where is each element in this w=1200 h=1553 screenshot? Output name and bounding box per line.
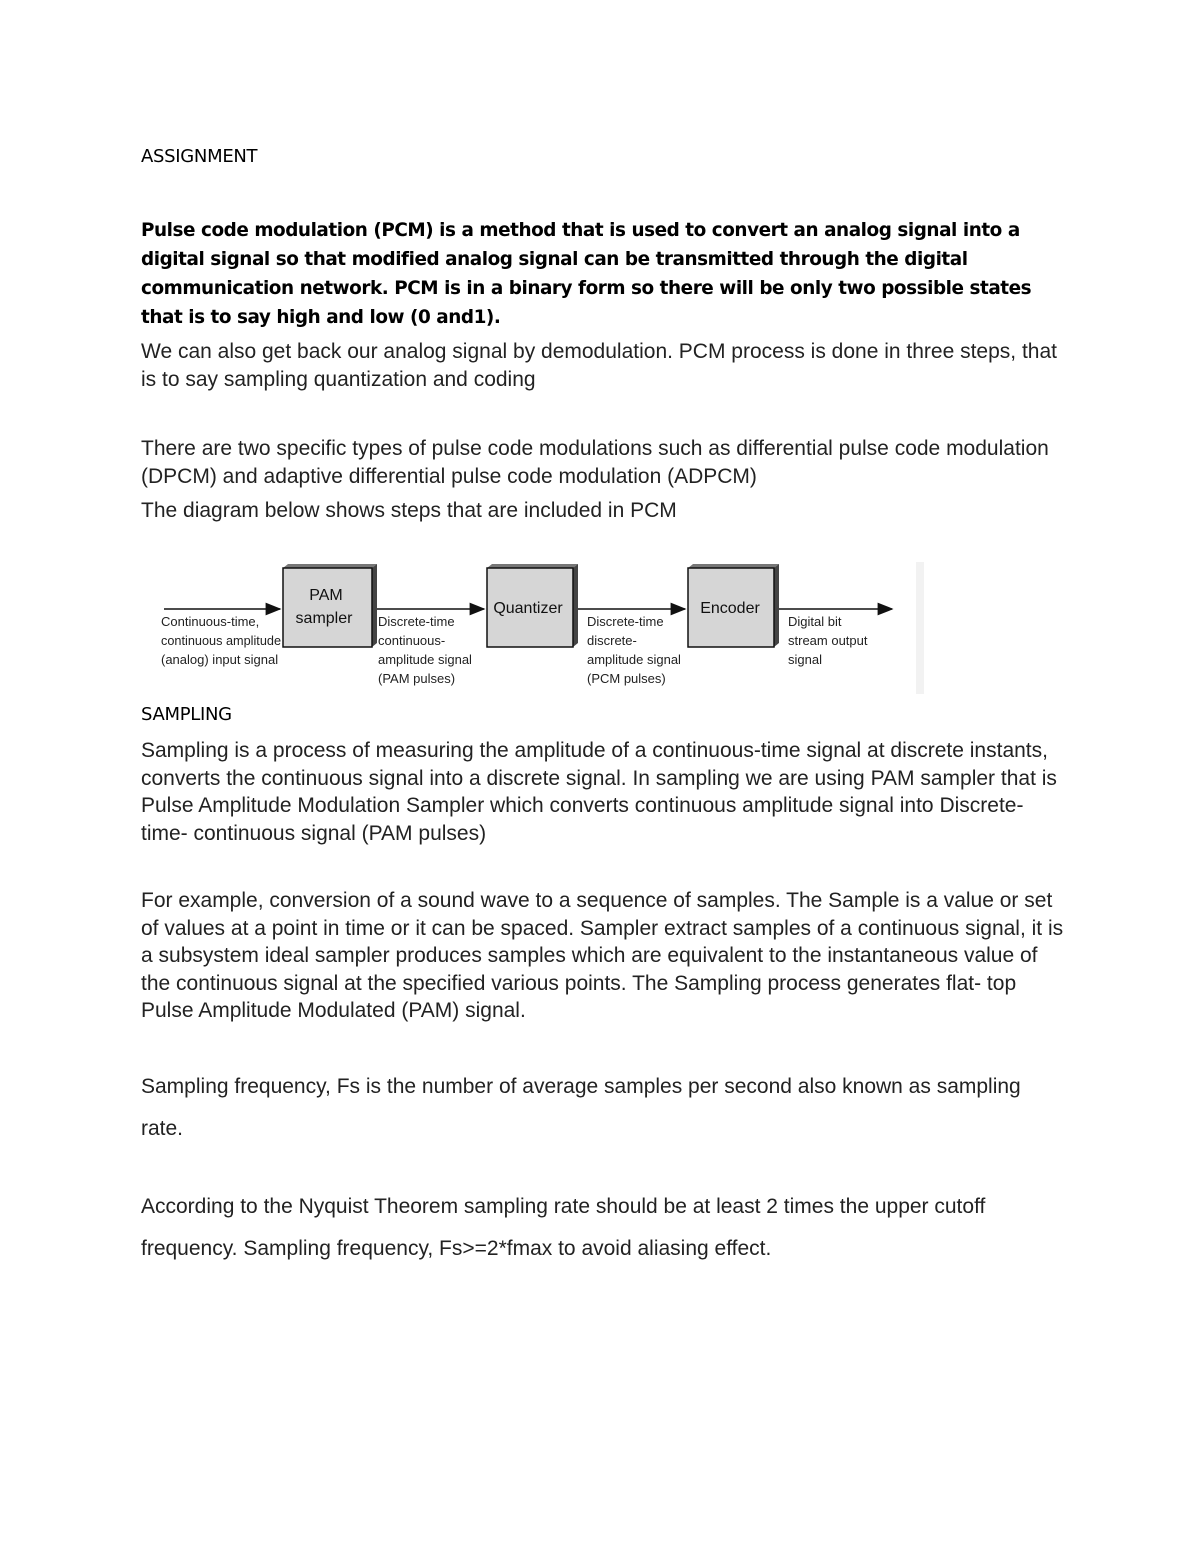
quantizer-block xyxy=(487,564,578,647)
demodulation-paragraph: We can also get back our analog signal by demodulation. PCM process is done in three steps, that is to say sampling quantization and coding xyxy=(141,340,1057,391)
nyquist-paragraph: According to the Nyquist Theorem sampling rate should be at least 2 times the upper cutoff frequency. Sampling frequency, Fs>=2*fmax to avoid aliasing effect. xyxy=(141,1195,986,1260)
svg-text:Discrete-time: Discrete-time xyxy=(587,614,664,629)
svg-text:discrete-: discrete- xyxy=(587,633,637,648)
pcm-block-diagram xyxy=(152,562,924,694)
svg-text:Continuous-time,: Continuous-time, xyxy=(161,614,260,629)
sampling-heading: SAMPLING xyxy=(141,704,232,725)
diagram-intro-paragraph: The diagram below shows steps that are included in PCM xyxy=(141,499,677,522)
svg-text:amplitude signal: amplitude signal xyxy=(378,652,472,667)
svg-text:(analog) input signal: (analog) input signal xyxy=(161,652,279,667)
svg-text:(PCM pulses): (PCM pulses) xyxy=(587,671,666,686)
pam-label: PAM xyxy=(309,587,343,604)
pcm-pulses-label xyxy=(587,614,681,686)
svg-text:stream output: stream output xyxy=(788,633,868,648)
encoder-label: Encoder xyxy=(700,600,760,617)
intro-paragraph: Pulse code modulation (PCM) is a method that is used to convert an analog signal into a digital signal so that modified analog signal can be transmitted through the digital communication network. PCM is in a binary form so there will be only two possible states that is to say high and low (0 and1). xyxy=(141,220,1032,328)
svg-text:Discrete-time: Discrete-time xyxy=(378,614,455,629)
sampler-label: sampler xyxy=(295,610,353,627)
quantizer-label: Quantizer xyxy=(493,600,563,617)
sampling-example-paragraph: For example, conversion of a sound wave to a sequence of samples. The Sample is a value or set of values at a point in time or it can be spaced. Sampler extract samples of a continuous signal, it is a subsystem ideal sampler produces samples which are equivalent to the instantaneous value of the continuous signal at the specified various points. The Sampling process generates flat- top Pulse Amplitude Modulated (PAM) signal. xyxy=(141,889,1064,1022)
svg-text:Digital bit: Digital bit xyxy=(788,614,842,629)
encoder-block xyxy=(688,564,779,647)
svg-text:signal: signal xyxy=(788,652,822,667)
document-title: ASSIGNMENT xyxy=(141,146,258,167)
svg-text:continuous-: continuous- xyxy=(378,633,446,648)
svg-text:(PAM pulses): (PAM pulses) xyxy=(378,671,456,686)
output-signal-label xyxy=(788,614,868,667)
sampling-frequency-paragraph: Sampling frequency, Fs is the number of average samples per second also known as sampling rate. xyxy=(141,1075,1021,1140)
input-signal-label xyxy=(161,614,281,667)
pam-pulses-label xyxy=(378,614,472,686)
pam-sampler-block xyxy=(283,564,377,647)
pcm-types-paragraph: There are two specific types of pulse code modulations such as differential pulse code modulation (DPCM) and adaptive differential pulse code modulation (ADPCM) xyxy=(141,437,1049,488)
svg-text:continuous amplitude: continuous amplitude xyxy=(161,633,281,648)
sampling-definition-paragraph: Sampling is a process of measuring the amplitude of a continuous-time signal at discrete instants, converts the continuous signal into a discrete signal. In sampling we are using PAM sampler that is Pulse Amplitude Modulation Sampler which converts continuous amplitude signal into Discrete-time- continuous signal (PAM pulses) xyxy=(141,739,1057,845)
svg-text:amplitude signal: amplitude signal xyxy=(587,652,681,667)
